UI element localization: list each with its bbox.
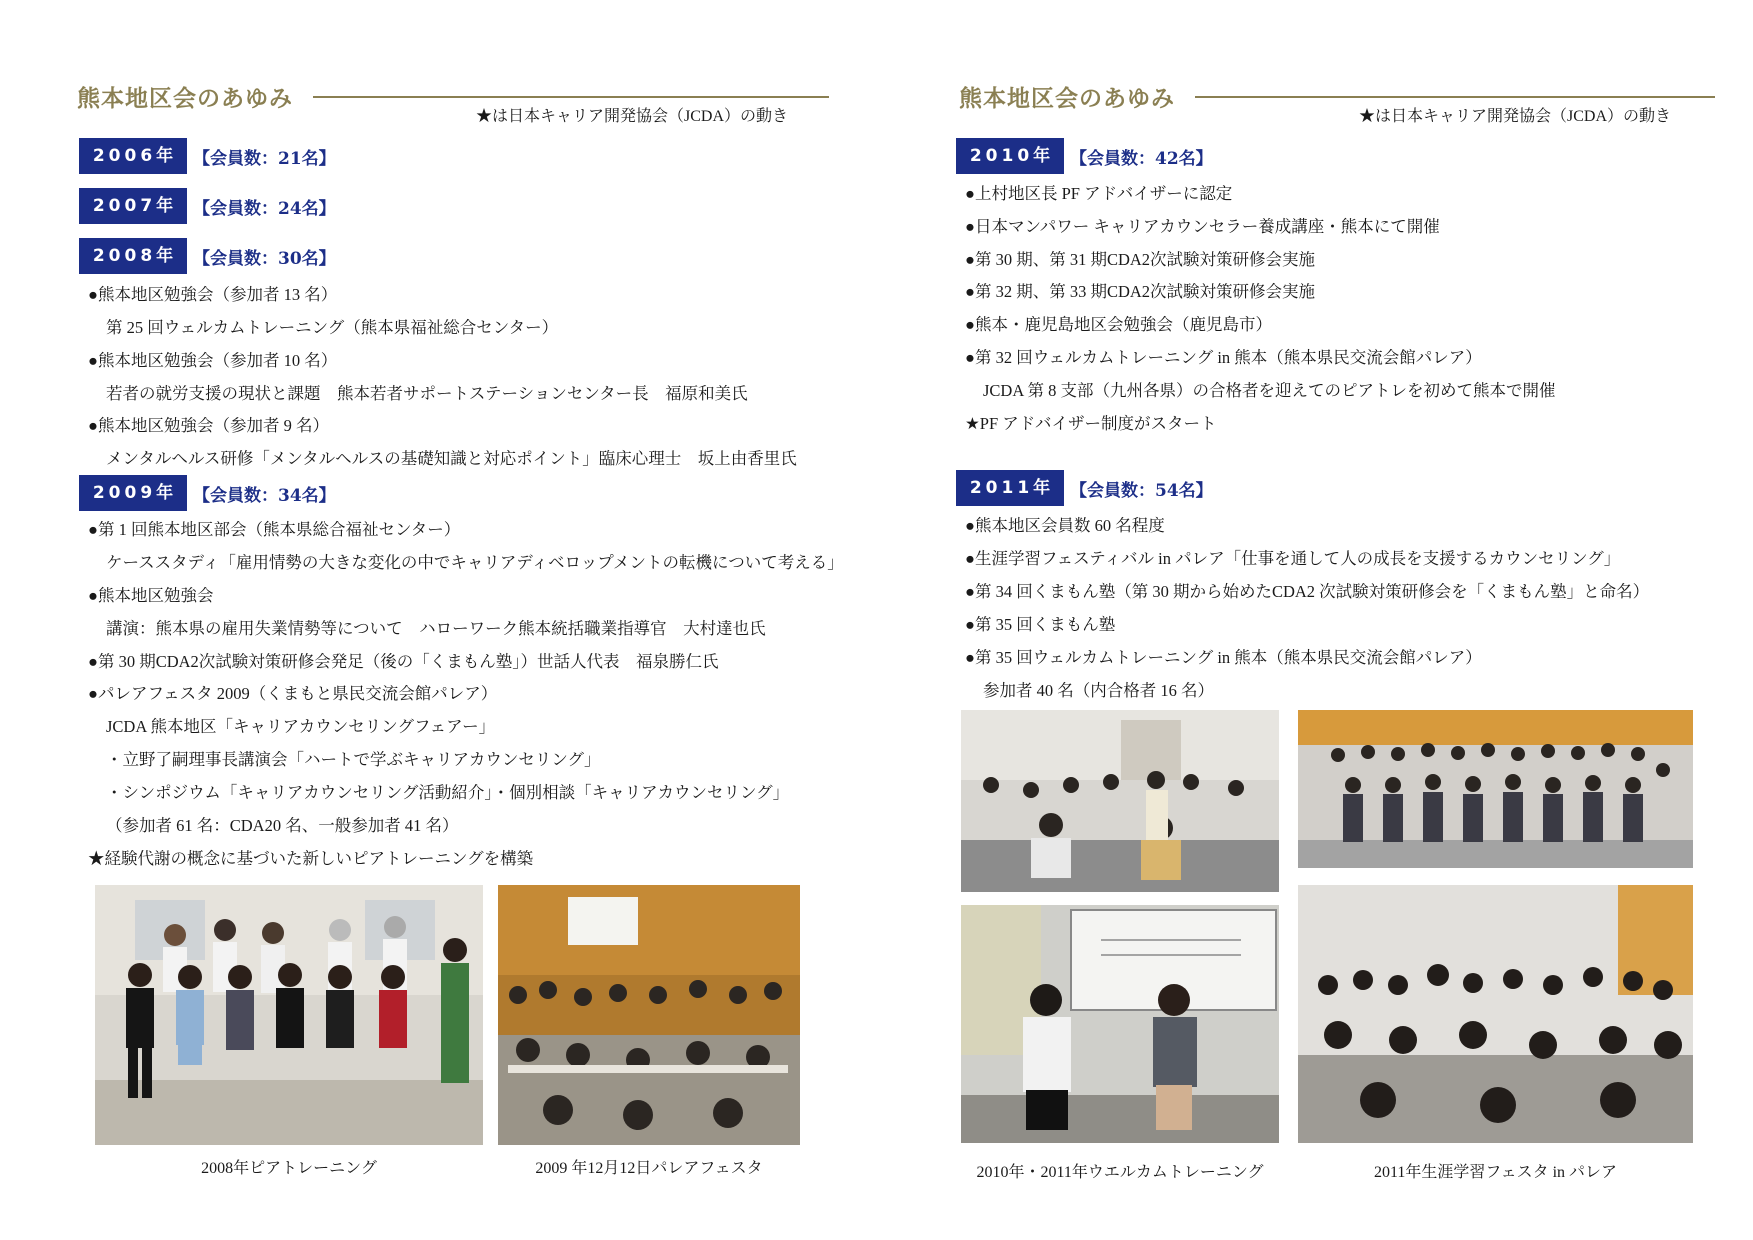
list-item: ●第 34 回くまもん塾（第 30 期から始めたCDA2 次試験対策研修会を「くまもん塾」と命名） [965, 582, 1650, 601]
list-item: ・立野了嗣理事長講演会「ハートで学ぶキャリアカウンセリング」 [106, 750, 601, 769]
year-row-2007 [79, 188, 336, 224]
list-item: ●第 1 回熊本地区部会（熊本県総合福祉センター） [88, 520, 461, 539]
title-rule [1195, 96, 1715, 98]
list-item: ●熊本地区勉強会（参加者 13 名） [88, 285, 338, 304]
left-page [0, 0, 876, 1240]
list-item: ●日本マンパワー キャリアカウンセラー養成講座・熊本にて開催 [965, 217, 1440, 236]
list-item: ケーススタディ「雇用情勢の大きな変化の中でキャリアディベロップメントの転機について考える」 [106, 553, 844, 572]
year-row-2011 [956, 470, 1213, 506]
list-item: ●生涯学習フェスティバル in パレア「仕事を通して人の成長を支援するカウンセリング」 [965, 549, 1621, 568]
list-item: JCDA 熊本地区「キャリアカウンセリングフェアー」 [106, 717, 496, 736]
member-count: 【会員数：42名】 [1070, 148, 1213, 169]
list-item: 第 25 回ウェルカムトレーニング（熊本県福祉総合センター） [106, 318, 559, 337]
list-item: 参加者 40 名（内合格者 16 名） [983, 681, 1214, 700]
jcda-note: ★は日本キャリア開発協会（JCDA）の動き [476, 108, 789, 125]
photo-caption: 2009 年12月12日パレアフェスタ [535, 1160, 763, 1177]
list-item: ●第 35 回ウェルカムトレーニング in 熊本（熊本県民交流会館パレア） [965, 648, 1482, 667]
list-item: ●パレアフェスタ 2009（くまもと県民交流会館パレア） [88, 684, 498, 703]
page-title: 熊本地区会のあゆみ [77, 86, 293, 112]
welcome-training-photo-1 [961, 710, 1279, 892]
list-item: ●上村地区長 PF アドバイザーに認定 [965, 184, 1233, 203]
member-count: 【会員数：21名】 [193, 148, 336, 169]
year-badge: 2007年 [79, 188, 187, 224]
welcome-training-photo-2 [961, 905, 1279, 1143]
list-item: ●熊本地区勉強会（参加者 9 名） [88, 416, 329, 435]
year-badge: 2010年 [956, 138, 1064, 174]
list-item: JCDA 第 8 支部（九州各県）の合格者を迎えてのピアトレを初めて熊本で開催 [983, 381, 1556, 400]
list-item: ●第 32 回ウェルカムトレーニング in 熊本（熊本県民交流会館パレア） [965, 348, 1482, 367]
title-rule [313, 96, 829, 98]
list-item: メンタルヘルス研修「メンタルヘルスの基礎知識と対応ポイント」臨床心理士 坂上由香里氏 [106, 449, 797, 468]
list-item: ●熊本地区勉強会 [88, 586, 214, 605]
member-count: 【会員数：24名】 [193, 198, 336, 219]
group-photo-2011 [1298, 710, 1693, 868]
year-row-2006 [79, 138, 336, 174]
list-item: ●熊本地区会員数 60 名程度 [965, 516, 1165, 535]
year-badge: 2008年 [79, 238, 187, 274]
seminar-photo-2009 [498, 885, 800, 1145]
member-count: 【会員数：34名】 [193, 485, 336, 506]
year-badge: 2011年 [956, 470, 1064, 506]
list-item: ●熊本地区勉強会（参加者 10 名） [88, 351, 338, 370]
list-item: ★PF アドバイザー制度がスタート [965, 414, 1217, 433]
lifelong-learning-photo [1298, 885, 1693, 1143]
member-count: 【会員数：30名】 [193, 248, 336, 269]
photo-caption: 2008年ピアトレーニング [201, 1160, 377, 1177]
photo-caption: 2011年生涯学習フェスタ in パレア [1373, 1164, 1618, 1181]
list-item: （参加者 61 名：CDA20 名、一般参加者 41 名） [106, 816, 459, 835]
year-row-2009 [79, 475, 336, 511]
list-item: ●第 30 期、第 31 期CDA2次試験対策研修会実施 [965, 250, 1316, 269]
list-item: ●第 32 期、第 33 期CDA2次試験対策研修会実施 [965, 282, 1316, 301]
group-photo-2008 [95, 885, 483, 1145]
year-row-2010 [956, 138, 1213, 174]
list-item: 若者の就労支援の現状と課題 熊本若者サポートステーションセンター長 福原和美氏 [106, 384, 748, 403]
page-title: 熊本地区会のあゆみ [959, 86, 1175, 112]
photo-caption: 2010年・2011年ウエルカムトレーニング [976, 1164, 1264, 1181]
list-item: ・シンポジウム「キャリアカウンセリング活動紹介」・個別相談「キャリアカウンセリング」 [106, 783, 790, 802]
jcda-note: ★は日本キャリア開発協会（JCDA）の動き [1359, 108, 1672, 125]
member-count: 【会員数：54名】 [1070, 480, 1213, 501]
list-item: ★経験代謝の概念に基づいた新しいピアトレーニングを構築 [88, 849, 534, 868]
list-item: ●第 35 回くまもん塾 [965, 615, 1116, 634]
year-badge: 2009年 [79, 475, 187, 511]
year-badge: 2006年 [79, 138, 187, 174]
year-row-2008 [79, 238, 336, 274]
list-item: ●熊本・鹿児島地区会勉強会（鹿児島市） [965, 315, 1272, 334]
right-page [877, 0, 1753, 1240]
list-item: 講演：熊本県の雇用失業情勢等について ハローワーク熊本統括職業指導官 大村達也氏 [106, 619, 766, 638]
list-item: ●第 30 期CDA2次試験対策研修会発足（後の「くまもん塾」）世話人代表 福泉勝仁氏 [88, 652, 719, 671]
